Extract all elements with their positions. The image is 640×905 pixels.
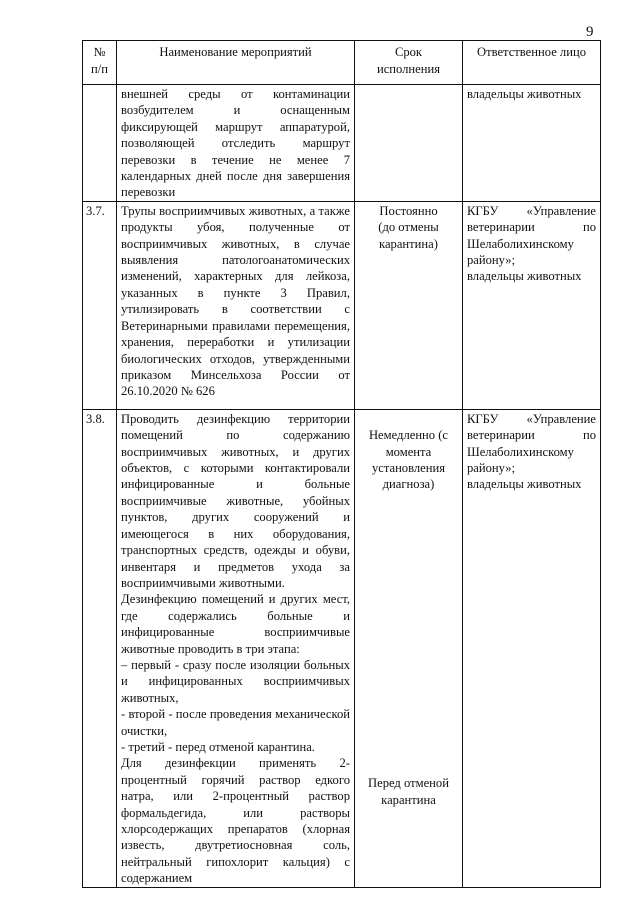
row-responsible: владельцы животных [463,85,601,202]
table-row [83,409,601,887]
table-header-row [83,41,601,85]
row-responsible: КГБУ «Управление ветеринарии по Шелаболихинскому району»; владельцы животных [463,409,601,887]
row-measure: внешней среды от контаминации возбудителем и оснащенным фиксирующей маршрут аппаратурой, позволяющей отследить маршрут перевозки в течение не менее 7 календарных дней после дня завершения перевозки [117,85,355,202]
table-row [83,85,601,202]
row-num: 3.7. [83,201,117,409]
row-num [83,85,117,202]
table-row [83,201,601,409]
header-name: Наименование мероприятий [117,41,355,85]
row-measure: Трупы восприимчивых животных, а также продукты убоя, полученные от восприимчивых животных, в случае выявления патологоанатомических изменений, характерных для лейкоза, указанных в пункте 3 Правил, утилизировать в соответствии с Ветеринарными правилами перемещения, хранения, переработки и утилизации биологических отходов, утвержденными приказом Минсельхоза России от 26.10.2020 № 626 [117,201,355,409]
page-number: 9 [586,24,594,40]
row-num: 3.8. [83,409,117,887]
row-term-final: Перед отменой карантина [368,776,449,807]
measures-table [82,40,601,888]
row-measure: Проводить дезинфекцию территории помещений по содержанию восприимчивых животных, и других объектов, с которыми контактировали инфицированные и больные восприимчивые животные, убойных пунктов, других сооружений и имеющегося в них оборудования, транспортных средств, одежды и обуви, инвентаря и предметов ухода за восприимчивыми животными. Дезинфекцию помещений и других мест, где содержались больные и инфицированные восприимчивые животные проводить в три этапа: – первый - сразу после изоляции больных и инфицированных восприимчивых животных, - второй - после проведения механической очистки, - третий - перед отменой карантина. Для дезинфекции применять 2-процентный горячий раствор едкого натра, или 2-процентный раствор формальдегида, или растворы хлорсодержащих препаратов (хлорная известь, двутретиосновная соль, нейтральный гипохлорит кальция) с содержанием [117,409,355,887]
row-responsible: КГБУ «Управление ветеринарии по Шелаболихинскому району»; владельцы животных [463,201,601,409]
row-term [355,85,463,202]
header-term: Срок исполнения [355,41,463,85]
row-term-initial: Немедленно (с момента установления диагноза) [368,428,449,492]
row-term [355,409,463,887]
header-responsible: Ответственное лицо [463,41,601,85]
header-num: № п/п [83,41,117,85]
row-term: Постоянно (до отмены карантина) [355,201,463,409]
